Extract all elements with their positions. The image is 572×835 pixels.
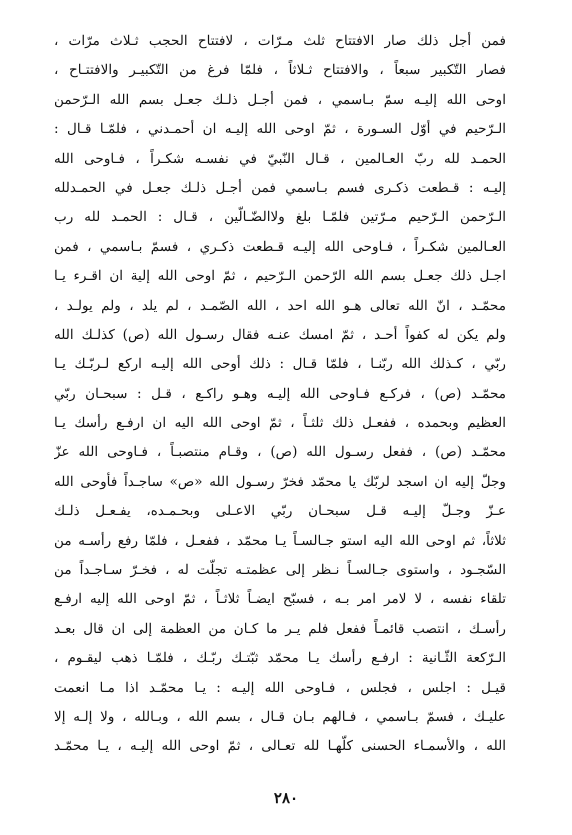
text-line: العـالمين شكـراً ، فـاوحى الله إليـه قـطعت ذكـري ، فسمّ بـاسمي ، فمن [54,238,506,255]
text-line: ولم يكن له كفواً أحـد ، ثمّ امسك عنـه فقال رسـول الله (ص) كذلـك الله [54,326,506,343]
text-line: تلقاء نفسه ، لا لامر امر بـه ، فسبّح ايضـاً ثلاثـاً ، ثمّ اوحى الله إليه ارفـع [54,591,506,608]
text-line: محمّـد (ص) ، ففعل رسـول الله (ص) ، وقـام منتصبـاً ، فـاوحى الله عزّ [54,444,506,461]
text-line: اوحى الله إليـه سمّ بـاسمي ، فمن أجـل ذلـك جعـل بسم الله الـرّحمن [54,91,506,108]
text-line: إليـه : قـطعت ذكـرى فسم بـاسمي فمن أجـل ذلـك جعـل في الحمـدلله [54,179,506,196]
page-number: ٢٨٠ [273,789,299,807]
text-line: ربّي ، كـذلك الله ربّنـا ، فلمّا قـال : ذلك أوحى الله إليـه اركع لـربّـك يـا [54,356,506,373]
text-line: اجـل ذلك جعـل بسم الله الرّحمن الـرّحيم ، ثمّ اوحى الله إلية ان اقـرء يـا [54,268,506,285]
text-line: رأسـك ، انتصب قائمـاً ففعل فلم يـر ما كـان من العظمة إلى ان قال بعـد [54,620,506,637]
text-line: الـرّحيم في أوّل السـورة ، ثمّ اوحى الله إليـه ان أحمـدني ، فلمّـا قـال : [54,121,506,138]
text-line: محمّـد (ص) ، فركـع فـاوحى الله إليـه وهـو راكـع ، قـل : سبحـان ربّي [54,385,506,402]
text-line: قيـل : اجلس ، فجلس ، فـاوحى الله إليـه : يـا محمّـد اذا مـا انعمت [54,679,506,696]
text-line: الـرّحمن الـرّحيم مـرّتين فلمّـا بلغ ولاالضّـالّين ، قـال : الحمـد لله رب [54,209,506,226]
text-line: ثلاثاً، ثم اوحى الله اليه استو جـالسـاً يـا محمّد ، ففعـل ، فلمّا رفع رأسـه من [54,532,506,549]
text-line: السّجـود ، واستوى جـالسـاً نـظر إلى عظمتـه تجلّت له ، فخـرّ سـاجـداً من [54,562,506,579]
text-line: محمّـد ، انّ الله تعالى هـو الله احد ، الله الصّمـد ، لم يلد ، ولم يولـد ، [54,297,506,314]
text-line: فصار التّكبير سبعاً ، والافتتاح ثـلاثاً ، فلمّا فرغ من التّكبيـر والافتتـاح ، [54,62,506,79]
text-line: العظيم وبحمده ، ففعـل ذلك ثلثـاً ، ثمّ اوحى الله اليه ان ارفـع رأسك يـا [54,415,506,432]
text-line: الـرّكعة الثّـانية : ارفـع رأسك يـا محمّد ثبّتـك ربّـك ، فلمّـا ذهب ليقـوم ، [54,650,506,667]
text-line: عليـك ، فسمّ بـاسمي ، فـالهم بـان قـال ، بسم الله ، وبـالله ، ولا إلـه إلا [54,708,506,725]
text-line: وجلّ إليه ان اسجد لربّك يا محمّد فخرّ رسـول الله «ص» ساجـداً فأوحى الله [54,473,506,490]
text-line: الحمـد لله ربّ العـالمين ، قـال النّبيّ في نفسـه شكـراً ، فـاوحى الله [54,150,506,167]
text-line: الله ، والأسمـاء الحسنى كلّهـا لله تعـالى ، ثمّ اوحى الله إليـه ، يـا محمّـد [54,738,506,755]
text-line: فمن أجل ذلك صار الافتتاح ثلث مـرّات ، لافتتاح الحجب ثـلاث مرّات ، [54,33,506,49]
body-text [54,27,506,762]
text-line: عـزّ وجـلّ إليـه قـل سبحـان ربّي الاعـلى وبحـمـده، يفـعـل ذلـك [54,503,506,520]
